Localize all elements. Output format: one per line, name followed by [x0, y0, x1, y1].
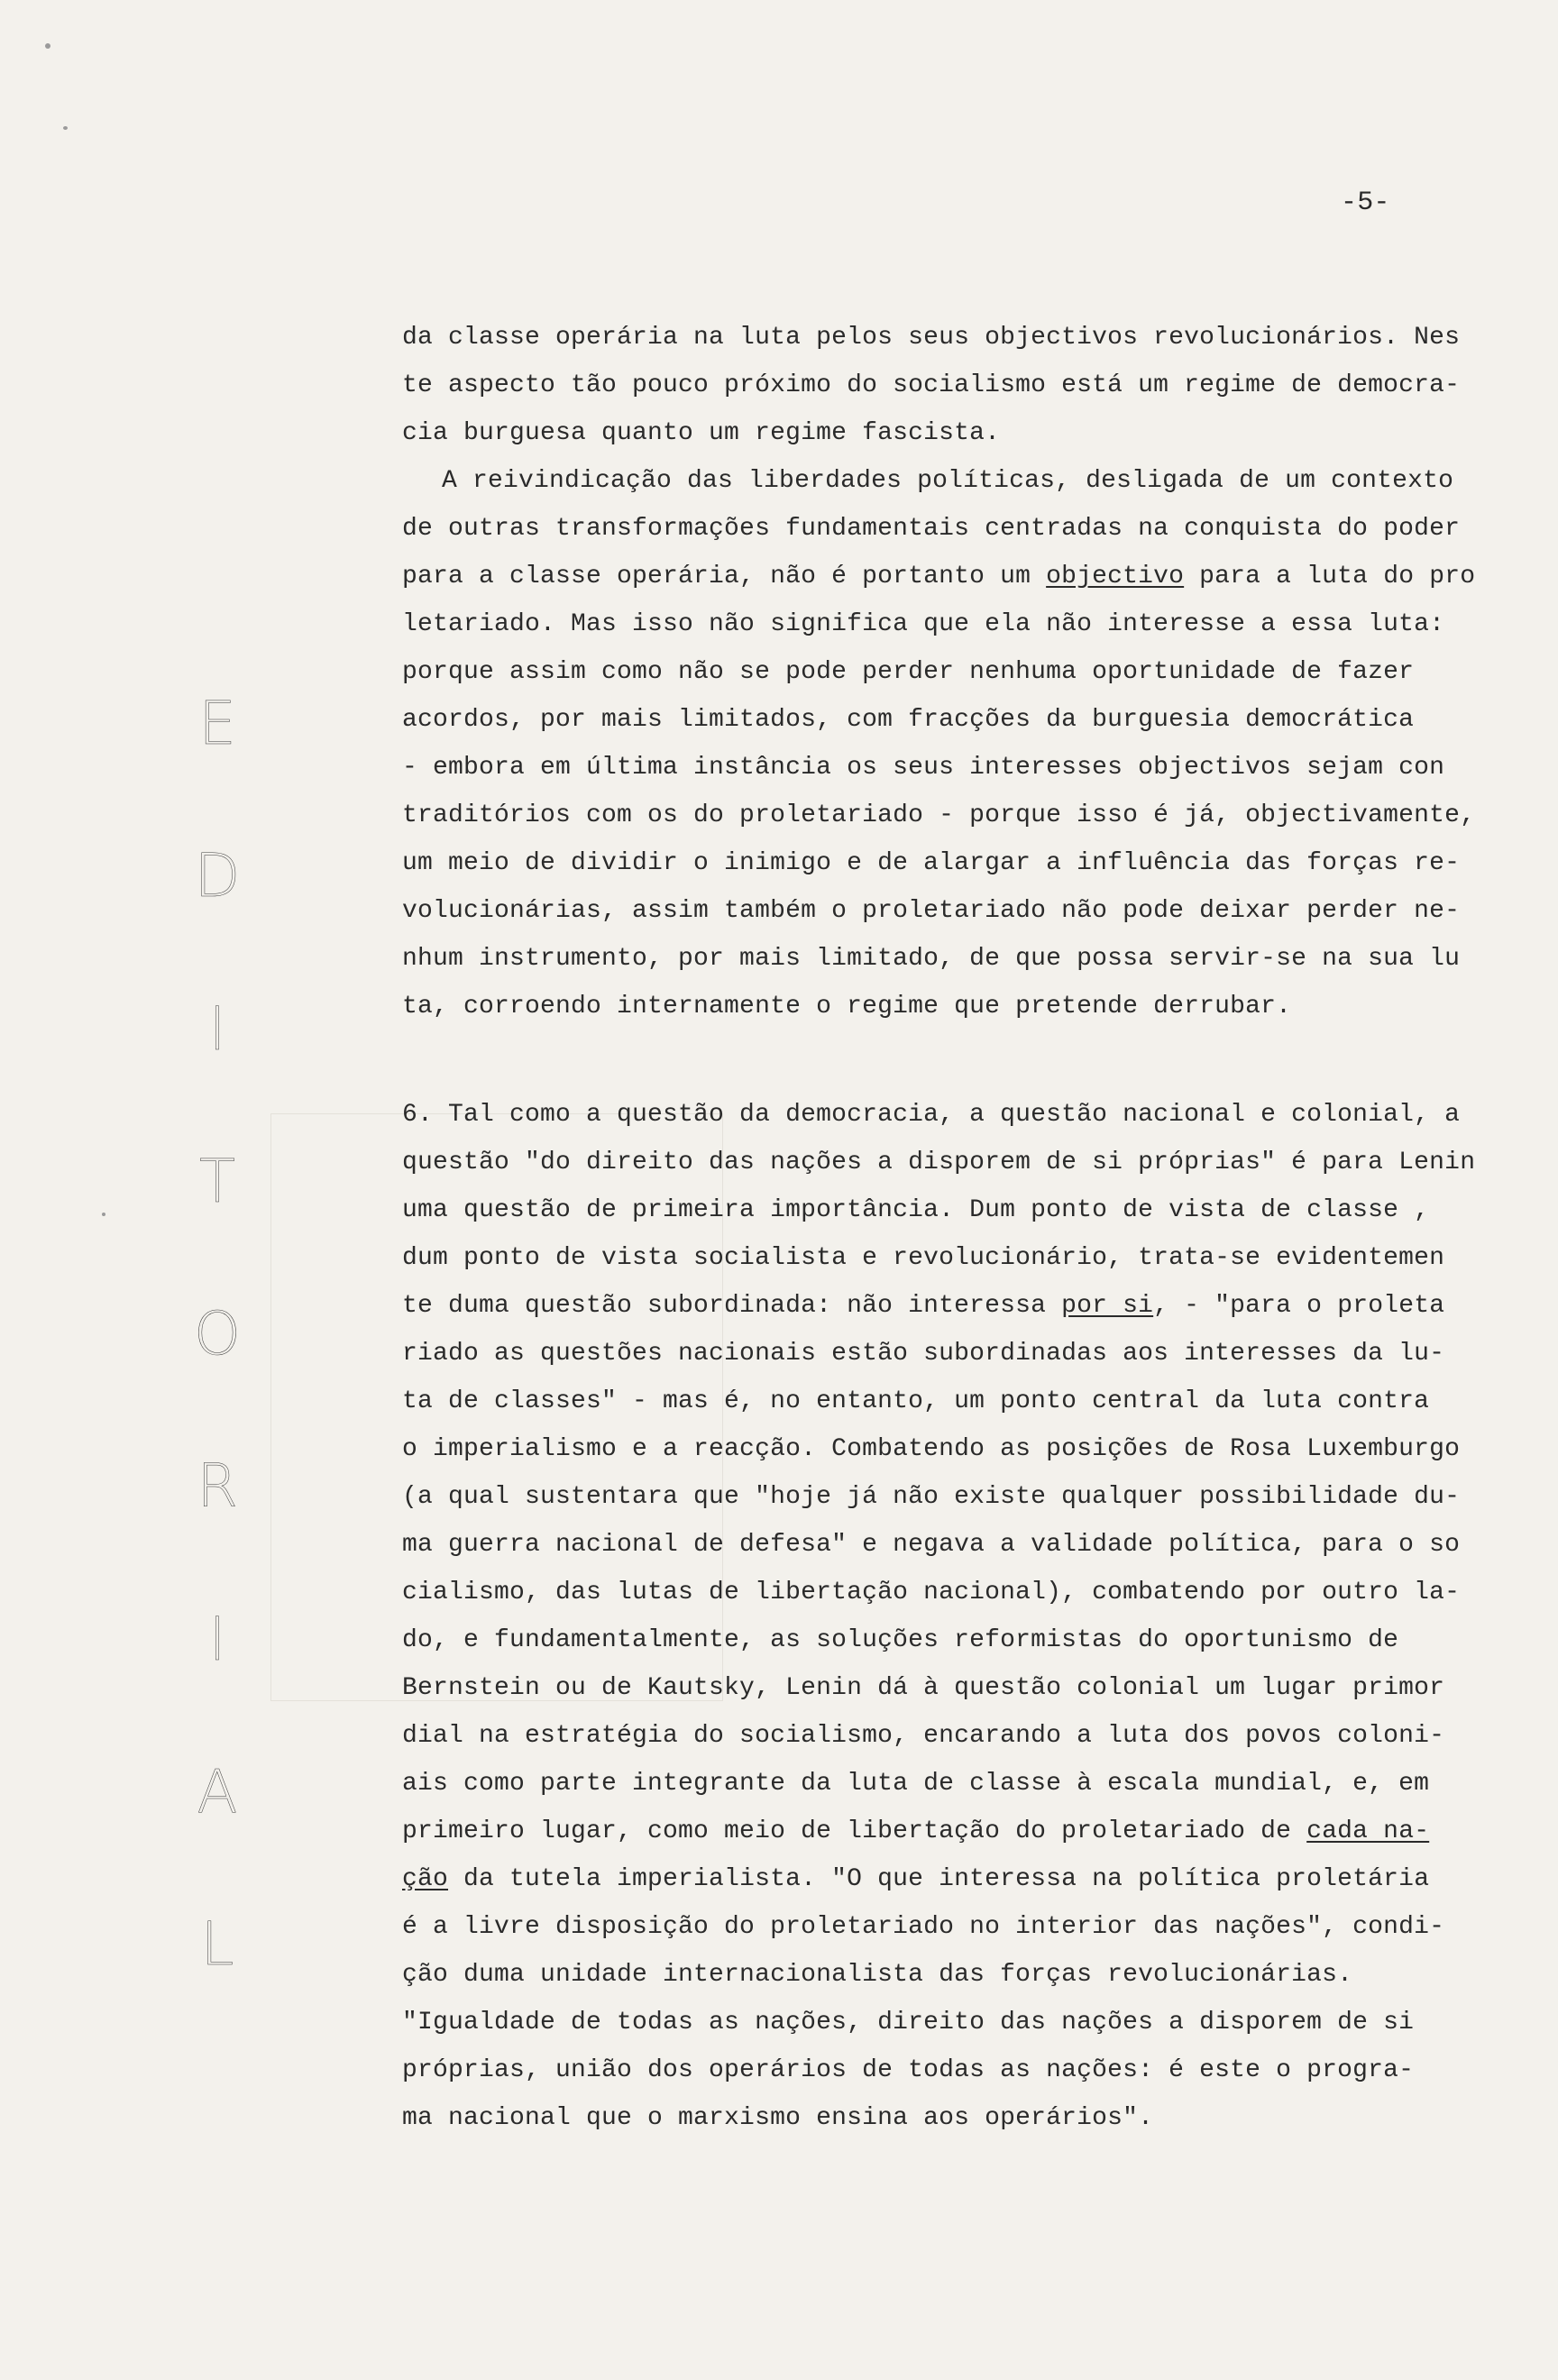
underlined-text: objectivo	[1046, 563, 1185, 590]
paper-speck	[45, 43, 50, 49]
text-line	[402, 1957, 1352, 1993]
text-line	[402, 1909, 1444, 1945]
text-segment: te aspecto tão pouco próximo do socialismo está um regime de democra-	[402, 371, 1461, 399]
side-title-letter: A	[197, 1756, 238, 1826]
text-segment: o imperialismo e a reacção. Combatendo as posições de Rosa Luxemburgo	[402, 1435, 1461, 1463]
text-line	[402, 989, 1291, 1025]
side-title-letter: I	[208, 993, 226, 1064]
text-segment: questão "do direito das nações a disporem de si próprias" é para Lenin	[402, 1149, 1476, 1176]
text-segment: "Igualdade de todas as nações, direito das nações a disporem de si	[402, 2009, 1415, 2037]
text-segment: porque assim como não se pode perder nenhuma oportunidade de fazer	[402, 658, 1415, 686]
text-line	[402, 1097, 1460, 1133]
text-segment: da classe operária na luta pelos seus objectivos revolucionários. Nes	[402, 324, 1461, 352]
text-line	[402, 941, 1460, 977]
text-line	[402, 1288, 1444, 1324]
text-segment: te duma questão subordinada: não interessa	[402, 1292, 1062, 1320]
text-line	[402, 559, 1475, 595]
text-segment: Bernstein ou de Kautsky, Lenin dá à questão colonial um lugar primor	[402, 1674, 1445, 1702]
text-line	[402, 1718, 1444, 1754]
text-segment: ta de classes" - mas é, no entanto, um ponto central da luta contra	[402, 1387, 1430, 1415]
text-line	[402, 2053, 1414, 2089]
side-title-letter: L	[200, 1909, 234, 1979]
text-line	[402, 1240, 1444, 1277]
text-segment: - embora em última instância os seus interesses objectivos sejam con	[402, 754, 1445, 782]
underlined-text: por si	[1061, 1292, 1154, 1320]
text-line	[402, 1145, 1475, 1181]
text-segment: cia burguesa quanto um regime fascista.	[402, 419, 1001, 447]
page-number: -5-	[1341, 188, 1390, 218]
text-line	[402, 798, 1475, 834]
text-segment: ma nacional que o marxismo ensina aos operários".	[402, 2104, 1154, 2132]
text-segment: cialismo, das lutas de libertação nacional), combatendo por outro la-	[402, 1579, 1461, 1606]
text-segment: A reivindicação das liberdades políticas, desligada de um contexto	[442, 467, 1454, 495]
text-line	[402, 1193, 1429, 1229]
text-segment: de outras transformações fundamentais centradas na conquista do poder	[402, 515, 1461, 543]
paper-speck	[63, 126, 68, 130]
text-line	[402, 607, 1444, 643]
text-line	[402, 893, 1460, 929]
text-line	[402, 2005, 1414, 2041]
text-line	[402, 1814, 1429, 1850]
underlined-text: ção	[402, 1865, 449, 1893]
text-line	[402, 1862, 1429, 1898]
side-title-letter: I	[208, 1604, 226, 1674]
text-segment: um meio de dividir o inimigo e de alargar a influência das forças re-	[402, 849, 1461, 877]
text-segment: primeiro lugar, como meio de libertação do proletariado de	[402, 1817, 1307, 1845]
side-title-editorial	[177, 689, 258, 1979]
text-segment: dial na estratégia do socialismo, encarando a luta dos povos coloni-	[402, 1722, 1445, 1750]
text-segment: 6. Tal como a questão da democracia, a questão nacional e colonial, a	[402, 1101, 1461, 1129]
text-line	[402, 320, 1460, 356]
text-line	[402, 1671, 1444, 1707]
text-line	[402, 1432, 1460, 1468]
text-line	[402, 702, 1414, 738]
text-segment: ta, corroendo internamente o regime que pretende derrubar.	[402, 993, 1292, 1021]
text-segment: volucionárias, assim também o proletariado não pode deixar perder ne-	[402, 897, 1461, 925]
side-title-letter: T	[198, 1146, 236, 1216]
text-line	[402, 1384, 1429, 1420]
text-line	[402, 1336, 1444, 1372]
text-line	[402, 1766, 1429, 1802]
paper-speck	[102, 1213, 105, 1216]
text-segment: ma guerra nacional de defesa" e negava a validade política, para o so	[402, 1531, 1461, 1559]
text-line	[402, 368, 1460, 404]
text-line	[402, 1575, 1460, 1611]
text-line	[442, 463, 1453, 499]
text-line	[402, 2101, 1153, 2137]
text-line	[402, 511, 1460, 547]
side-title-letter: O	[194, 1299, 241, 1368]
text-line	[402, 846, 1460, 882]
text-line	[402, 750, 1444, 786]
text-segment: do, e fundamentalmente, as soluções reformistas do oportunismo de	[402, 1626, 1399, 1654]
text-line	[402, 1527, 1460, 1563]
side-title-letter: D	[194, 841, 241, 911]
text-segment: ais como parte integrante da luta de classe à escala mundial, e, em	[402, 1770, 1430, 1798]
text-segment: é a livre disposição do proletariado no interior das nações", condi-	[402, 1913, 1445, 1941]
text-segment: para a classe operária, não é portanto um	[402, 563, 1047, 590]
text-segment: nhum instrumento, por mais limitado, de que possa servir-se na sua lu	[402, 945, 1461, 973]
text-line	[402, 654, 1414, 691]
text-segment: letariado. Mas isso não significa que ela não interesse a essa luta:	[402, 610, 1445, 638]
text-segment: uma questão de primeira importância. Dum ponto de vista de classe ,	[402, 1196, 1430, 1224]
side-title-letter: R	[197, 1451, 238, 1522]
text-segment: acordos, por mais limitados, com fracções da burguesia democrática	[402, 706, 1415, 734]
text-segment: da tutela imperialista. "O que interessa na política proletária	[448, 1865, 1430, 1893]
underlined-text: cada na-	[1306, 1817, 1430, 1845]
text-segment: (a qual sustentara que "hoje já não existe qualquer possibilidade du-	[402, 1483, 1461, 1511]
text-segment: próprias, união dos operários de todas as nações: é este o progra-	[402, 2056, 1415, 2084]
text-line	[402, 1479, 1460, 1515]
text-segment: , - "para o proleta	[1153, 1292, 1445, 1320]
text-segment: traditórios com os do proletariado - porque isso é já, objectivamente,	[402, 801, 1476, 829]
text-line	[402, 416, 1000, 452]
text-segment: para a luta do pro	[1184, 563, 1476, 590]
text-segment: dum ponto de vista socialista e revolucionário, trata-se evidentemen	[402, 1244, 1445, 1272]
text-segment: ção duma unidade internacionalista das forças revolucionárias.	[402, 1961, 1353, 1989]
text-line	[402, 1623, 1398, 1659]
side-title-letter: E	[198, 689, 236, 758]
text-segment: riado as questões nacionais estão subordinadas aos interesses da lu-	[402, 1340, 1445, 1368]
